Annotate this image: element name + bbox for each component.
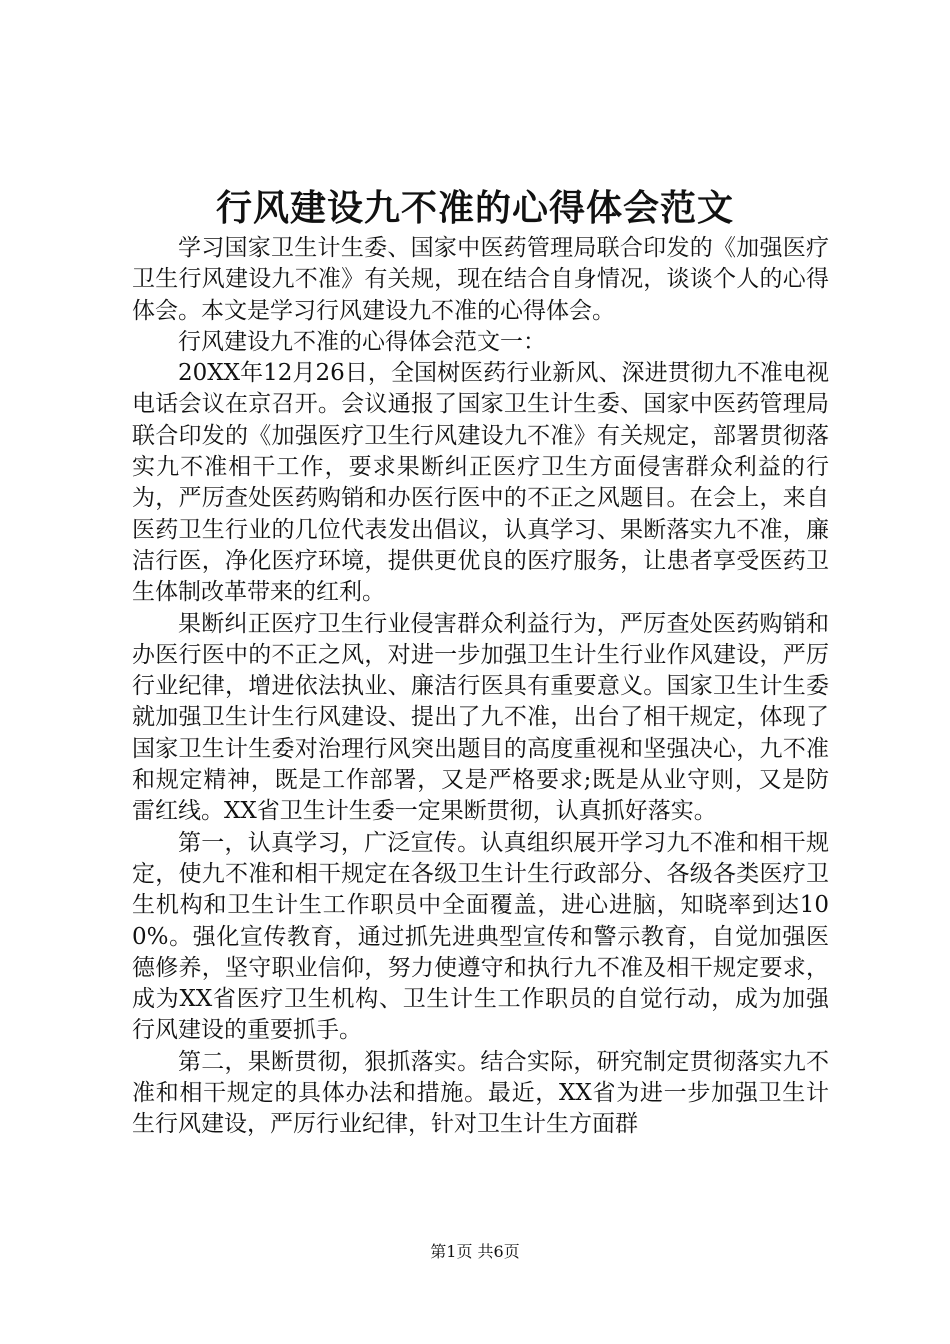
- paragraph-intro: 学习国家卫生计生委、国家中医药管理局联合印发的《加强医疗卫生行风建设九不准》有关规，现在结合自身情况，谈谈个人的心得体会。本文是学习行风建设九不准的心得体会。: [132, 235, 829, 324]
- paragraph-point-one: 第一，认真学习，广泛宣传。认真组织展开学习九不准和相干规定，使九不准和相干规定在各级卫生计生行政部分、各级各类医疗卫生机构和卫生计生工作职员中全面覆盖，进心进脑，知晓率到达100%。强化宣传教育，通过抓先进典型宣传和警示教育，自觉加强医德修养，坚守职业信仰，努力使遵守和执行九不准及相干规定要求，成为XX省医疗卫生机构、卫生计生工作职员的自觉行动，成为加强行风建设的重要抓手。: [132, 829, 829, 1044]
- paragraph-section-heading: 行风建设九不准的心得体会范文一：: [178, 328, 546, 355]
- paragraph-significance: 果断纠正医疗卫生行业侵害群众利益行为，严厉查处医药购销和办医行医中的不正之风，对进一步加强卫生计生行业作风建设，严厉行业纪律，增进依法执业、廉洁行医具有重要意义。国家卫生计生委就加强卫生计生行风建设、提出了九不准，出台了相干规定，体现了国家卫生计生委对治理行风突出题目的高度重视和坚强决心，九不准和规定精神，既是工作部署，又是严格要求;既是从业守则，又是防雷红线。XX省卫生计生委一定果断贯彻，认真抓好落实。: [132, 610, 829, 825]
- document-body: [132, 233, 829, 1141]
- page-number-footer: 第1页 共6页: [430, 1242, 520, 1261]
- paragraph-meeting: 20XX年12月26日，全国树医药行业新风、深进贯彻九不准电视电话会议在京召开。会议通报了国家卫生计生委、国家中医药管理局联合印发的《加强医疗卫生行风建设九不准》有关规定，部署贯彻落实九不准相干工作，要求果断纠正医疗卫生方面侵害群众利益的行为，严厉查处医药购销和办医行医中的不正之风题目。在会上，来自医药卫生行业的几位代表发出倡议，认真学习、果断落实九不准，廉洁行医，净化医疗环境，提供更优良的医疗服务，让患者享受医药卫生体制改革带来的红利。: [132, 360, 829, 606]
- paragraph-point-two: 第二，果断贯彻，狠抓落实。结合实际，研究制定贯彻落实九不准和相干规定的具体办法和措施。最近，XX省为进一步加强卫生计生行风建设，严厉行业纪律，针对卫生计生方面群: [132, 1048, 829, 1138]
- document-title: 行风建设九不准的心得体会范文: [215, 187, 734, 229]
